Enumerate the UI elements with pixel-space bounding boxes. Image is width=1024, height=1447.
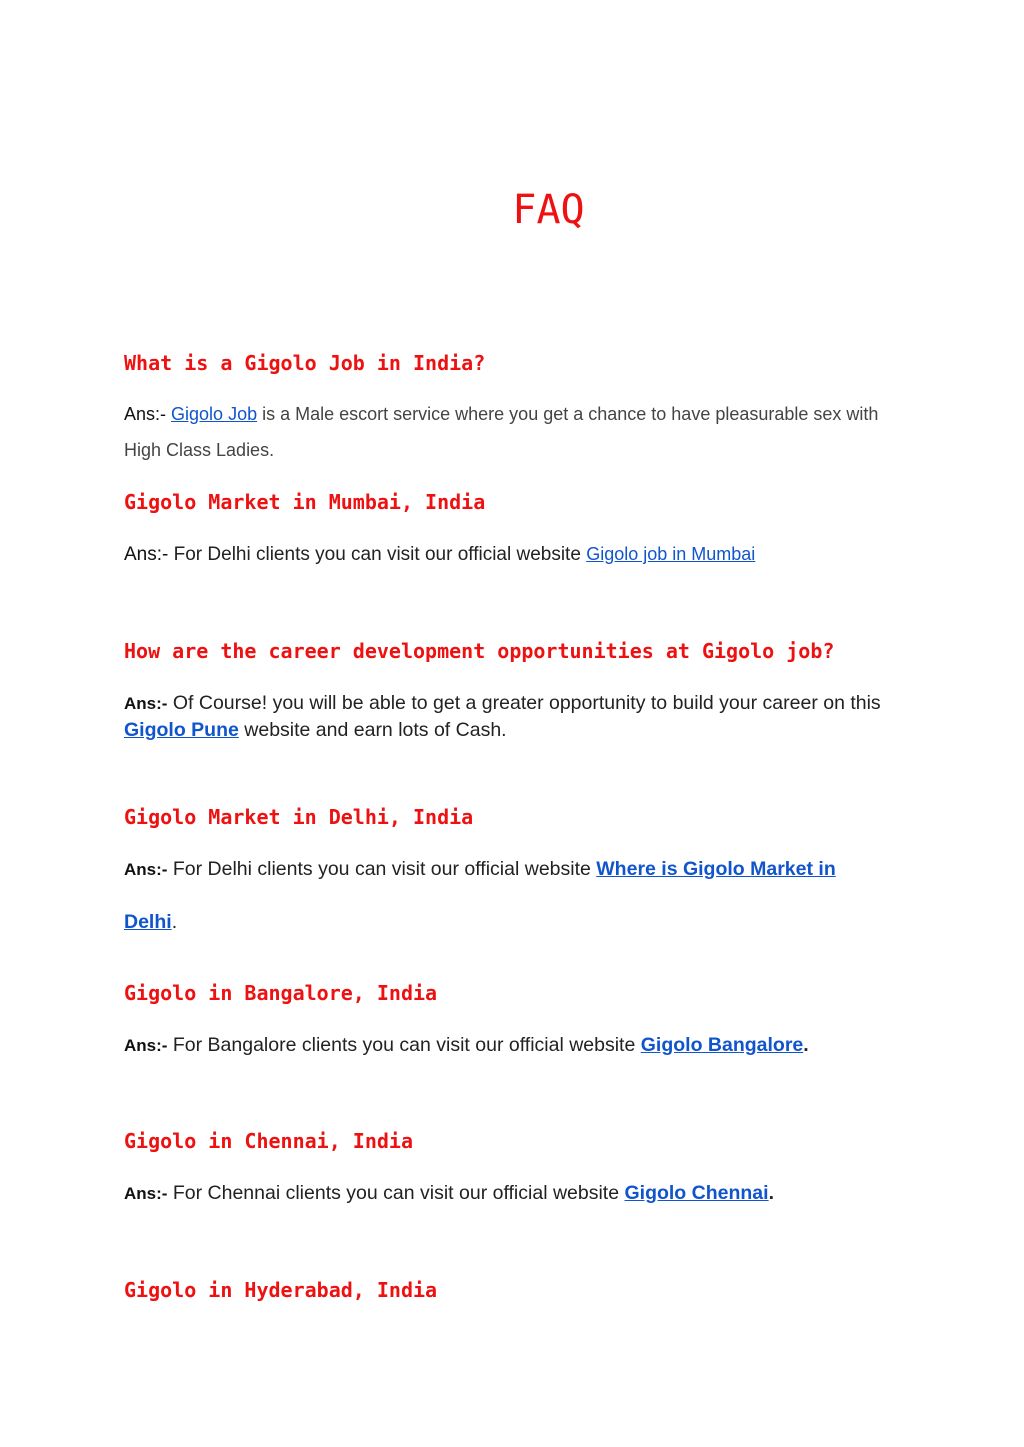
gigolo-market-delhi-link[interactable]: Where is Gigolo Market in Delhi [124, 858, 836, 933]
answer-label: Ans:- [124, 694, 168, 713]
faq-question-career: How are the career development opportunities at Gigolo job? [124, 639, 835, 663]
page-title: FAQ [512, 187, 585, 233]
answer-text-pre: For Chennai clients you can visit our official website [167, 1182, 625, 1204]
gigolo-chennai-link[interactable]: Gigolo Chennai [624, 1182, 769, 1204]
answer-text-post: website and earn lots of Cash. [238, 719, 507, 741]
faq-question-gigolo-job: What is a Gigolo Job in India? [124, 351, 486, 375]
faq-answer-mumbai [124, 541, 904, 568]
answer-text-pre: For Delhi clients you can visit our official website [168, 544, 587, 565]
answer-text-post: . [768, 1182, 774, 1204]
gigolo-job-link[interactable]: Gigolo Job [171, 404, 258, 424]
answer-label: Ans:- [124, 1184, 168, 1203]
faq-question-bangalore: Gigolo in Bangalore, India [124, 981, 438, 1005]
answer-text-post: . [171, 911, 178, 933]
faq-answer-bangalore [124, 1032, 904, 1059]
faq-question-delhi: Gigolo Market in Delhi, India [124, 805, 474, 829]
answer-text-pre: For Bangalore clients you can visit our official website [167, 1034, 641, 1056]
answer-text-pre: Of Course! you will be able to get a greater opportunity to build your career on this [167, 692, 881, 714]
faq-answer-career [124, 690, 904, 744]
gigolo-bangalore-link[interactable]: Gigolo Bangalore [640, 1034, 804, 1056]
gigolo-pune-link[interactable]: Gigolo Pune [124, 719, 239, 741]
gigolo-job-mumbai-link[interactable]: Gigolo job in Mumbai [586, 544, 756, 564]
answer-label: Ans:- [124, 860, 168, 879]
faq-answer-delhi [124, 843, 894, 948]
faq-question-mumbai: Gigolo Market in Mumbai, India [124, 490, 486, 514]
faq-answer-chennai [124, 1180, 904, 1207]
answer-text-post: . [803, 1034, 809, 1056]
answer-label: Ans:- [124, 1036, 168, 1055]
answer-text-post: is a Male escort service where you get a chance to have pleasurable sex with High Class Ladies. [124, 404, 879, 460]
faq-question-chennai: Gigolo in Chennai, India [124, 1129, 413, 1153]
answer-label: Ans:- [124, 404, 167, 424]
faq-answer-gigolo-job [124, 396, 904, 468]
answer-label: Ans:- [124, 544, 169, 565]
faq-question-hyderabad: Gigolo in Hyderabad, India [124, 1278, 438, 1302]
answer-text-pre: For Delhi clients you can visit our official website [167, 858, 597, 880]
